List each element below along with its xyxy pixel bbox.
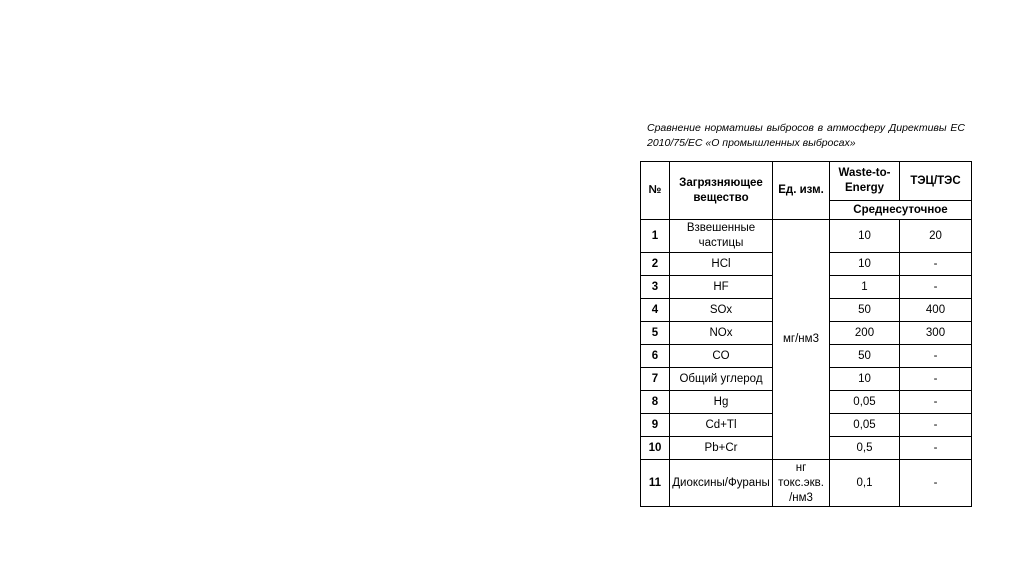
row-tec: - — [900, 391, 972, 414]
header-unit: Ед. изм. — [773, 162, 830, 220]
row-pollutant: SOx — [670, 299, 773, 322]
row-tec: 400 — [900, 299, 972, 322]
header-period: Среднесуточное — [830, 201, 972, 220]
row-num: 2 — [641, 253, 670, 276]
row-num: 1 — [641, 220, 670, 253]
row-pollutant: NOx — [670, 322, 773, 345]
header-pollutant: Загрязняющее вещество — [670, 162, 773, 220]
row-wte: 10 — [830, 220, 900, 253]
row-wte: 50 — [830, 345, 900, 368]
row-wte: 0,05 — [830, 391, 900, 414]
row-tec: - — [900, 345, 972, 368]
row-pollutant: Диоксины/Фураны — [670, 460, 773, 507]
header-wte: Waste-to-Energy — [830, 162, 900, 201]
emissions-table — [640, 161, 972, 507]
table-caption: Сравнение нормативы выбросов в атмосферу Директивы ЕС 2010/75/ЕС «О промышленных выбросах» — [647, 122, 965, 149]
row-pollutant: HF — [670, 276, 773, 299]
row-tec: - — [900, 437, 972, 460]
row-wte: 200 — [830, 322, 900, 345]
row-tec: - — [900, 276, 972, 299]
row-tec: - — [900, 368, 972, 391]
row-wte: 0,5 — [830, 437, 900, 460]
row-num: 11 — [641, 460, 670, 507]
row-num: 4 — [641, 299, 670, 322]
unit-main: мг/нм3 — [773, 220, 830, 460]
row-wte: 1 — [830, 276, 900, 299]
row-pollutant: HCl — [670, 253, 773, 276]
row-num: 3 — [641, 276, 670, 299]
header-tec: ТЭЦ/ТЭС — [900, 162, 972, 201]
header-num: № — [641, 162, 670, 220]
row-wte: 10 — [830, 368, 900, 391]
table-row — [641, 460, 972, 507]
row-num: 10 — [641, 437, 670, 460]
row-wte: 0,1 — [830, 460, 900, 507]
row-tec: - — [900, 460, 972, 507]
row-wte: 50 — [830, 299, 900, 322]
row-pollutant: Hg — [670, 391, 773, 414]
row-pollutant: Cd+Tl — [670, 414, 773, 437]
row-tec: - — [900, 414, 972, 437]
row-pollutant: Взвешенные частицы — [670, 220, 773, 253]
row-num: 8 — [641, 391, 670, 414]
row-tec: 300 — [900, 322, 972, 345]
row-wte: 0,05 — [830, 414, 900, 437]
row-num: 7 — [641, 368, 670, 391]
row-tec: - — [900, 253, 972, 276]
unit-dioxins: нг токс.экв. /нм3 — [773, 460, 830, 507]
row-tec: 20 — [900, 220, 972, 253]
row-pollutant: Pb+Cr — [670, 437, 773, 460]
row-num: 6 — [641, 345, 670, 368]
row-pollutant: CO — [670, 345, 773, 368]
row-num: 5 — [641, 322, 670, 345]
row-pollutant: Общий углерод — [670, 368, 773, 391]
row-num: 9 — [641, 414, 670, 437]
row-wte: 10 — [830, 253, 900, 276]
table-row — [641, 220, 972, 253]
